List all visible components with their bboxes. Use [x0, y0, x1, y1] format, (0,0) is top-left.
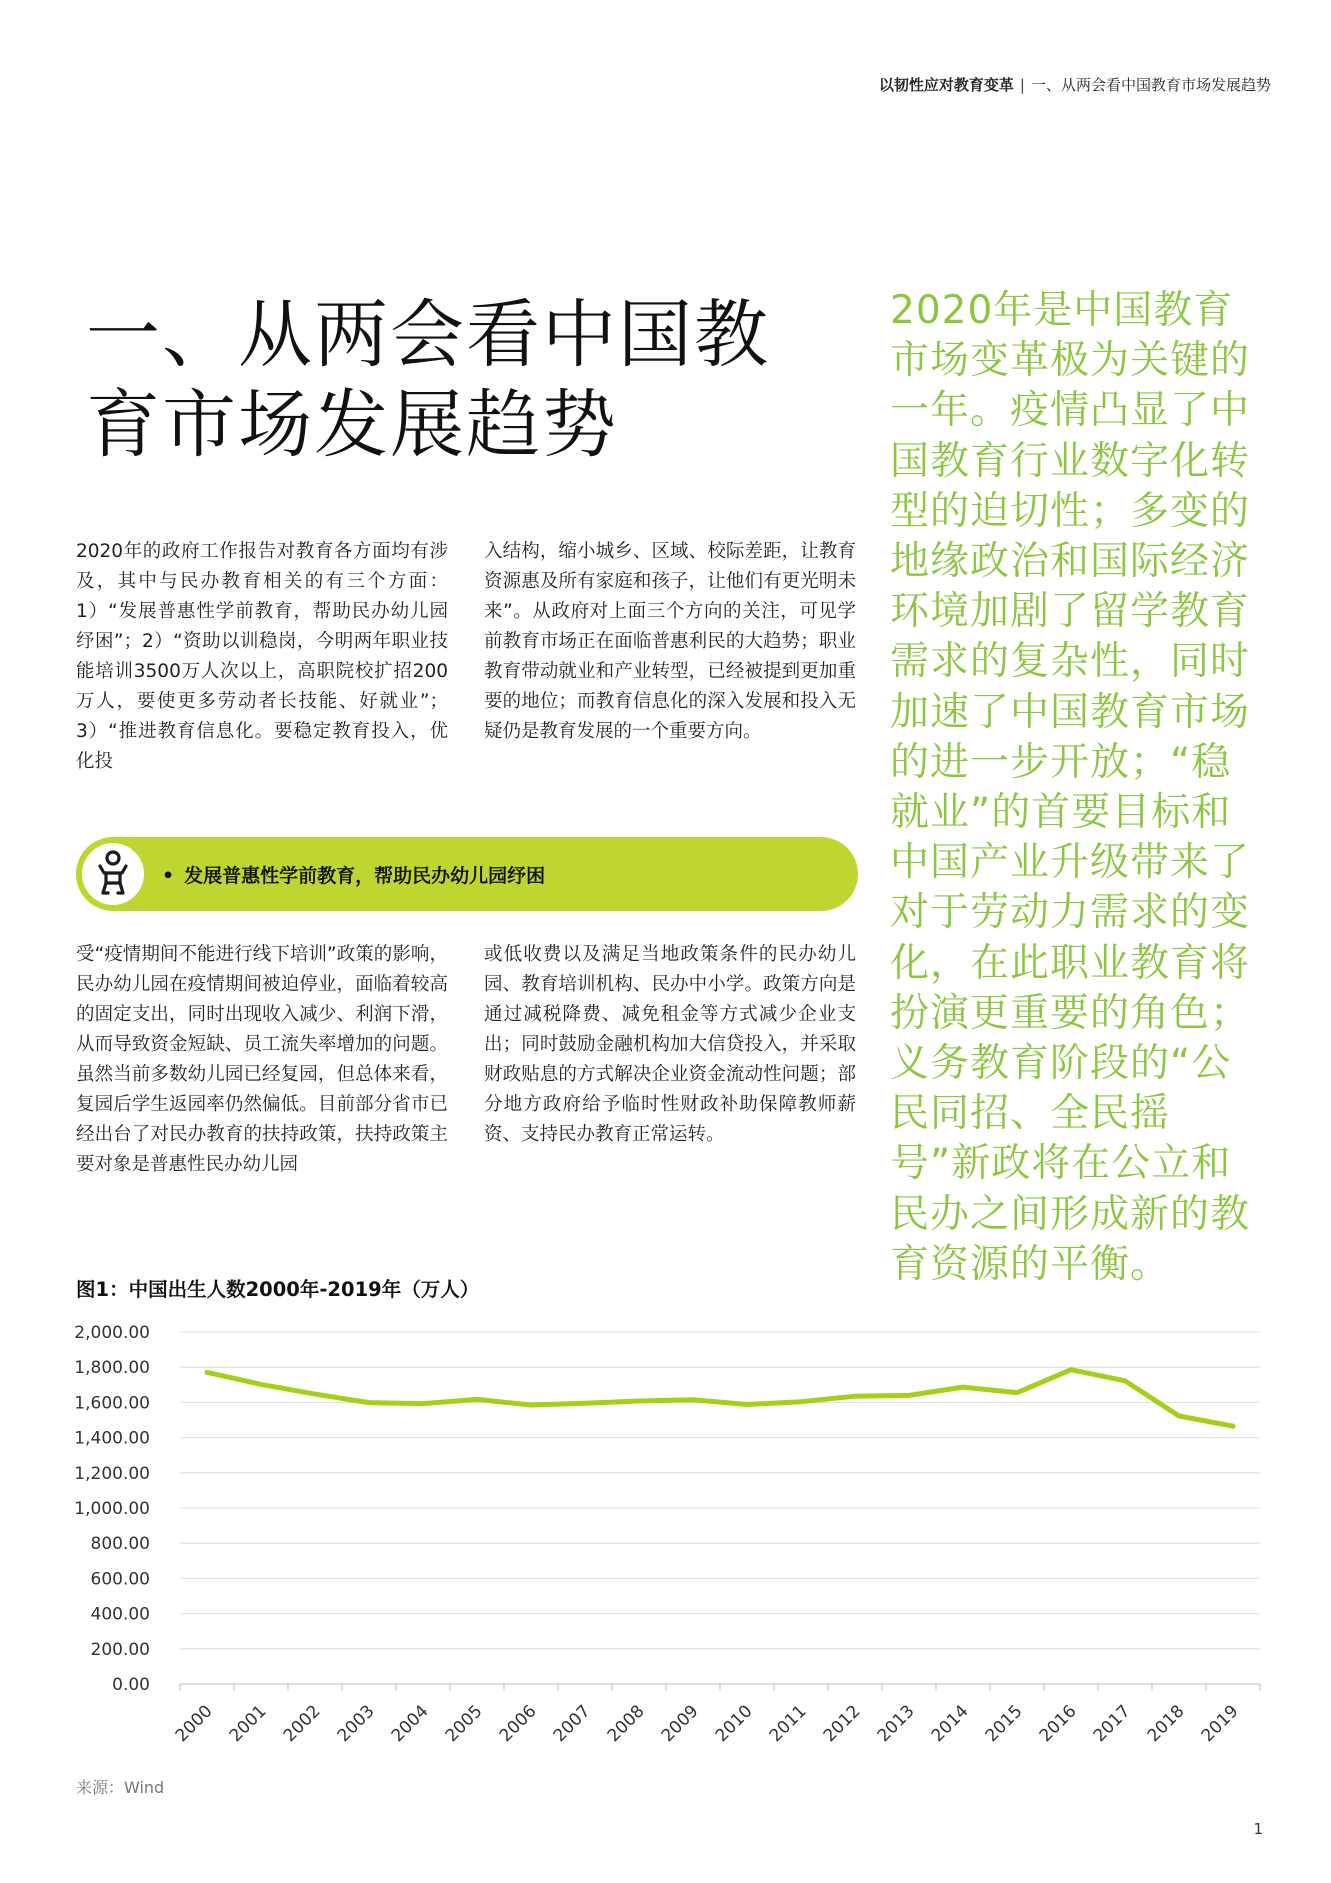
x-tick-label: 2017: [1089, 1701, 1135, 1747]
pull-quote: 2020年是中国教育市场变革极为关键的一年。疫情凸显了中国教育行业数字化转型的迫切性；多变的地缘政治和国际经济环境加剧了留学教育需求的复杂性，同时加速了中国教育市场的进一步开放；“稳就业”的首要目标和中国产业升级带来了对于劳动力需求的变化，在此职业教育将扮演更重要的角色；义务教育阶段的“公民同招、全民摇号”新政将在公立和民办之间形成新的教育资源的平衡。: [890, 288, 1251, 1287]
x-tick-label: 2010: [711, 1701, 757, 1747]
x-tick-label: 2011: [765, 1701, 811, 1747]
y-tick-label: 1,800.00: [74, 1358, 150, 1379]
figure-source: 来源：Wind: [76, 1778, 165, 1797]
x-tick-label: 2019: [1197, 1701, 1243, 1747]
y-tick-label: 2,000.00: [74, 1323, 150, 1343]
figure-title: 图1：中国出生人数2000年-2019年（万人）: [76, 1278, 480, 1301]
header-section: 以韧性应对教育变革: [878, 76, 1014, 94]
page-title: [86, 290, 856, 470]
x-tick-label: 2001: [225, 1701, 271, 1747]
x-tick-label: 2016: [1035, 1701, 1081, 1747]
header-separator: |: [1019, 76, 1025, 94]
child-icon: [82, 843, 144, 905]
header-chapter: 一、从两会看中国教育市场发展趋势: [1030, 76, 1271, 94]
y-tick-label: 1,600.00: [74, 1393, 150, 1414]
y-tick-label: 800.00: [90, 1534, 150, 1555]
x-tick-label: 2004: [387, 1701, 433, 1747]
page-title-line1: 一、从两会看中国教: [86, 292, 770, 378]
y-tick-label: 200.00: [90, 1639, 150, 1660]
x-tick-label: 2015: [981, 1701, 1027, 1747]
y-tick-label: 0.00: [112, 1675, 150, 1695]
x-tick-label: 2014: [927, 1701, 973, 1747]
x-tick-label: 2013: [873, 1701, 919, 1747]
x-tick-label: 2000: [171, 1701, 217, 1747]
banner-label: 发展普惠性学前教育，帮助民办幼儿园纾困: [184, 864, 546, 887]
x-tick-label: 2012: [819, 1701, 865, 1747]
x-tick-label: 2002: [279, 1701, 325, 1747]
y-tick-label: 1,000.00: [74, 1499, 150, 1519]
page-number: 1: [1253, 1820, 1263, 1838]
x-tick-label: 2008: [603, 1701, 649, 1747]
child-icon-svg: [91, 849, 135, 899]
intro-paragraph-col2: 入结构，缩小城乡、区域、校际差距，让教育资源惠及所有家庭和孩子，让他们有更光明未来”。从政府对上面三个方向的关注，可见学前教育市场正在面临普惠利民的大趋势；职业教育带动就业和产业转型，已经被提到更加重要的地位；而教育信息化的深入发展和投入无疑仍是教育发展的一个重要方向。: [484, 541, 856, 742]
section-paragraph-col1: 受“疫情期间不能进行线下培训”政策的影响，民办幼儿园在疫情期间被迫停业，面临着较高的固定支出，同时出现收入减少、利润下滑，从而导致资金短缺、员工流失率增加的问题。虽然当前多数幼儿园已经复园，但总体来看，复园后学生返园率仍然偏低。目前部分省市已经出台了对民办教育的扶持政策，扶持政策主要对象是普惠性民办幼儿园: [76, 944, 448, 1175]
x-tick-label: 2005: [441, 1701, 487, 1747]
banner-bullet: •: [162, 864, 175, 887]
x-tick-label: 2018: [1143, 1701, 1189, 1747]
x-tick-label: 2007: [549, 1701, 595, 1747]
x-tick-label: 2006: [495, 1701, 541, 1747]
y-tick-label: 1,400.00: [74, 1428, 150, 1449]
section-paragraph-col2: 或低收费以及满足当地政策条件的民办幼儿园、教育培训机构、民办中小学。政策方向是通过减税降费、减免租金等方式减少企业支出；同时鼓励金融机构加大信贷投入，并采取财政贴息的方式解决企业资金流动性问题；部分地方政府给予临时性财政补助保障教师薪资、支持民办教育正常运转。: [484, 944, 856, 1145]
intro-paragraph-col1: 2020年的政府工作报告对教育各方面均有涉及，其中与民办教育相关的有三个方面：1）“发展普惠性学前教育，帮助民办幼儿园纾困”；2）“资助以训稳岗，今明两年职业技能培训3500万人次以上，高职院校扩招200万人，要使更多劳动者长技能、好就业”；3）“推进教育信息化。要稳定教育投入，优化投: [76, 541, 448, 772]
series-line: [207, 1370, 1233, 1427]
x-tick-label: 2003: [333, 1701, 379, 1747]
banner-heading: [162, 861, 545, 888]
page-title-line2: 育市场发展趋势: [86, 382, 618, 468]
birth-line-chart: [60, 1310, 1270, 1760]
y-tick-label: 400.00: [90, 1604, 150, 1625]
running-header: [879, 74, 1271, 95]
y-tick-label: 600.00: [90, 1569, 150, 1590]
y-tick-label: 1,200.00: [74, 1463, 150, 1484]
x-tick-label: 2009: [657, 1701, 703, 1747]
section-banner: [76, 837, 858, 911]
